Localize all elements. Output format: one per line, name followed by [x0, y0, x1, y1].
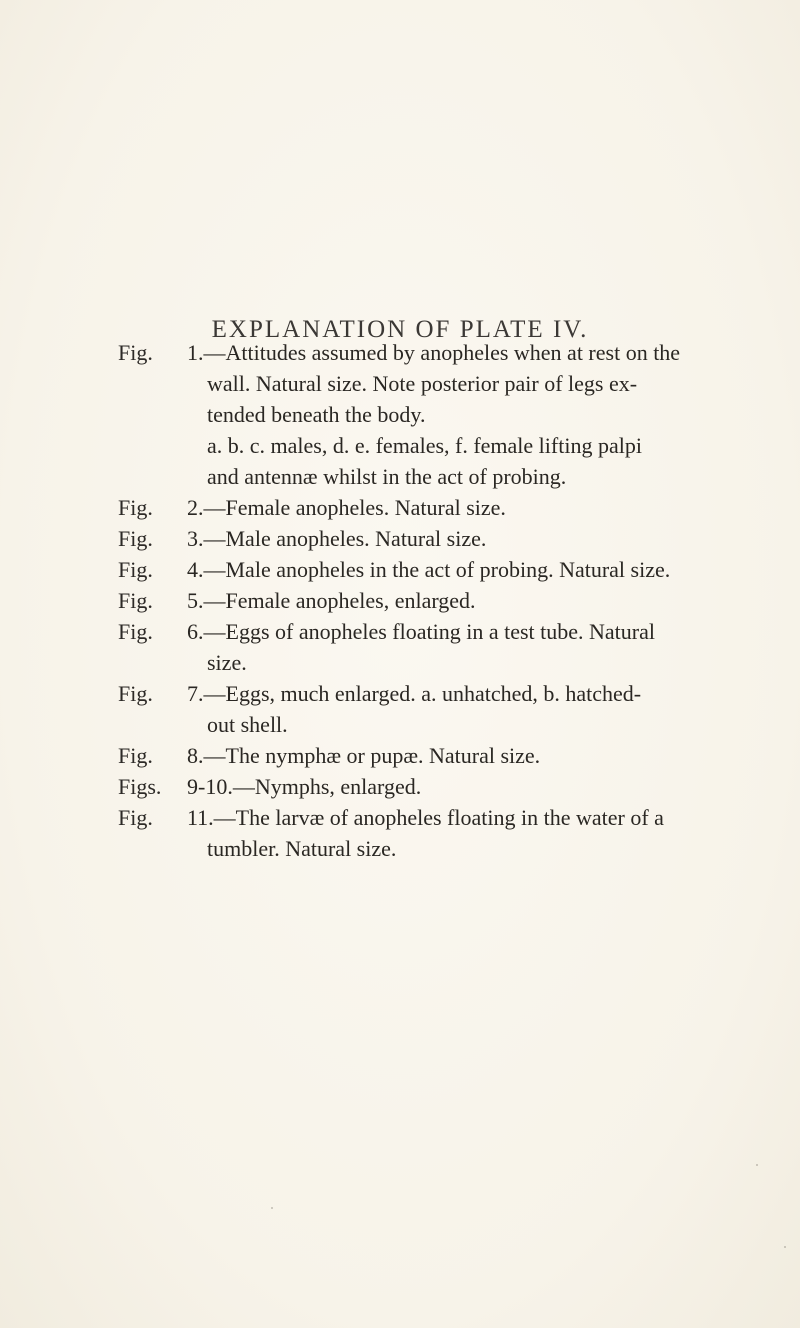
figure-caption [187, 678, 777, 740]
figure-caption [187, 616, 777, 678]
caption-line: 11.—The larvæ of anopheles floating in the water of a [187, 805, 664, 830]
figure-label: Fig. [118, 743, 153, 768]
caption-line: a. b. c. males, d. e. females, f. female lifting palpi [207, 433, 642, 458]
figure-caption [187, 740, 777, 771]
figure-entry [0, 337, 800, 492]
figure-entry [0, 585, 800, 616]
figure-caption [187, 585, 777, 616]
figure-list [0, 337, 800, 864]
figure-caption [187, 523, 777, 554]
figure-label: Fig. [118, 619, 153, 644]
figure-entry [0, 523, 800, 554]
caption-line: and antennæ whilst in the act of probing. [207, 464, 567, 489]
figure-label: Fig. [118, 588, 153, 613]
figure-entry [0, 802, 800, 864]
figure-label: Fig. [118, 495, 153, 520]
caption-line: 8.—The nymphæ or pupæ. Natural size. [187, 743, 541, 768]
caption-line: 9-10.—Nymphs, enlarged. [187, 774, 422, 799]
figure-label: Fig. [118, 526, 153, 551]
caption-line: size. [207, 650, 247, 675]
figure-entry [0, 554, 800, 585]
figure-entry [0, 616, 800, 678]
figure-entry [0, 771, 800, 802]
caption-line: 7.—Eggs, much enlarged. a. unhatched, b. hatched- [187, 681, 642, 706]
figure-caption [187, 492, 777, 523]
paper-speck [784, 1246, 786, 1248]
figure-entry [0, 492, 800, 523]
figure-label: Fig. [118, 340, 153, 365]
page-title: EXPLANATION OF PLATE IV. [211, 316, 589, 343]
caption-line: 4.—Male anopheles in the act of probing. Natural size. [187, 557, 671, 582]
figure-caption [187, 554, 777, 585]
caption-line: 5.—Female anopheles, enlarged. [187, 588, 476, 613]
caption-line: 2.—Female anopheles. Natural size. [187, 495, 506, 520]
caption-line: 6.—Eggs of anopheles floating in a test tube. Natural [187, 619, 655, 644]
figure-entry [0, 740, 800, 771]
caption-line: 3.—Male anopheles. Natural size. [187, 526, 487, 551]
caption-line: tended beneath the body. [207, 402, 426, 427]
figure-entry [0, 678, 800, 740]
paper-speck [271, 1207, 273, 1209]
figure-caption [187, 771, 777, 802]
figure-label: Fig. [118, 805, 153, 830]
figure-caption [187, 337, 777, 492]
figure-label: Fig. [118, 557, 153, 582]
figure-caption [187, 802, 777, 864]
caption-line: wall. Natural size. Note posterior pair of legs ex- [207, 371, 638, 396]
paper-speck [756, 1164, 758, 1166]
caption-line: 1.—Attitudes assumed by anopheles when at rest on the [187, 340, 681, 365]
caption-line: out shell. [207, 712, 288, 737]
figure-label: Fig. [118, 681, 153, 706]
caption-line: tumbler. Natural size. [207, 836, 397, 861]
figure-label: Figs. [118, 774, 162, 799]
